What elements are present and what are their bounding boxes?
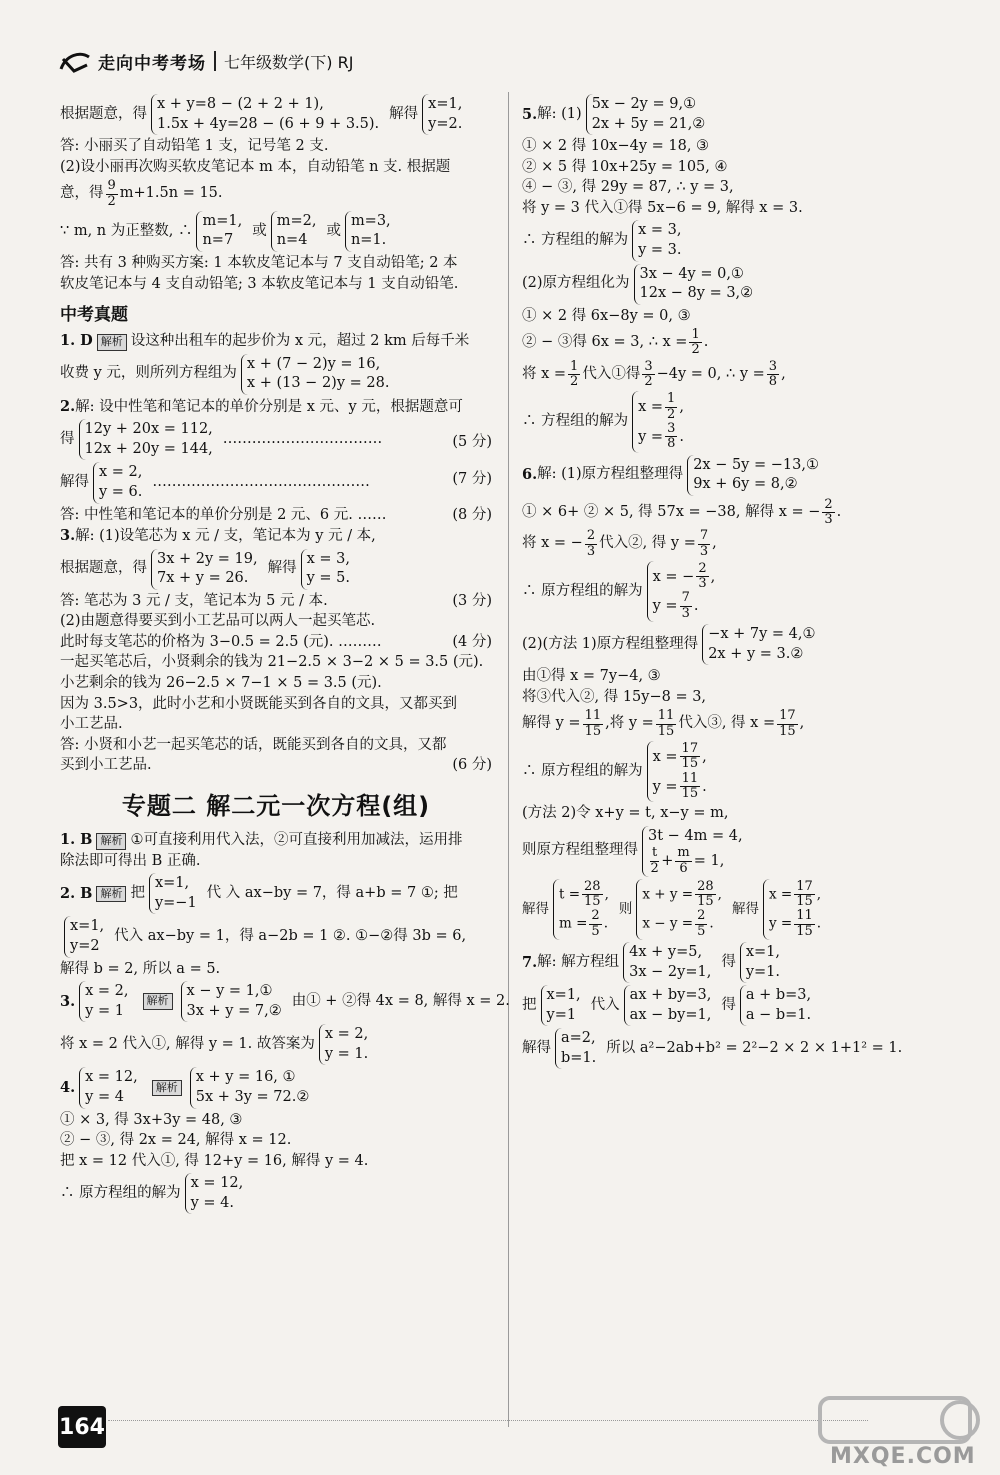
fraction: $\frac{17}{15}$ — [779, 708, 796, 739]
analysis-tag: 解析 — [97, 334, 127, 351]
solution-system: x=1, y=1. — [740, 942, 786, 983]
text-line: 答: 中性笔和笔记本的单价分别是 2 元、6 元. …… (8 分) — [60, 506, 492, 526]
equation-line: ∴ 原方程组的解为 x = $\frac{17}{15}$ , y = $\frac{11}{15}$ . — [522, 741, 962, 802]
solution-system: x = 3, y = 3. — [632, 220, 687, 261]
solution-system: x=1, y=2. — [422, 94, 468, 135]
text-line: ② − ③, 得 2x = 24, 解得 x = 12. — [60, 1132, 292, 1149]
solution-system: x = $\frac{1}{2}$ , y = $\frac{3}{8}$ . — [632, 391, 690, 452]
text: 或 — [252, 222, 267, 239]
question-line: 3.解: (1)设笔芯为 x 元 / 支，笔记本为 y 元 / 本, — [60, 527, 376, 545]
score: (3 分) — [452, 592, 492, 609]
text: 根据题意，得 — [60, 105, 147, 122]
text-line: 买到小工艺品. (6 分) — [60, 756, 492, 776]
equation-system: −x + 7y = 4,① 2x + y = 3.② — [702, 624, 821, 665]
equation-line: (2)原方程组化为 3x − 4y = 0,① 12x − 8y = 3,② — [522, 264, 962, 305]
equation-line: ① × 6+ ② × 5, 得 57x = −38, 解得 x = − $\frac{2}{3}$ . — [522, 496, 842, 527]
page-header — [58, 46, 353, 76]
score: (5 分) — [452, 434, 492, 451]
right-column — [522, 92, 962, 1071]
solution-system: x = 12, y = 4. — [185, 1173, 250, 1214]
fraction: $\frac{1}{2}$ — [570, 358, 579, 390]
fraction: $\frac{11}{15}$ — [584, 708, 602, 739]
solution-system: x = − $\frac{2}{3}$ , y = $\frac{7}{3}$ . — [647, 561, 722, 622]
solution-system: x = 3, y = 5. — [301, 549, 356, 590]
solution-system: m=2, n=4 — [271, 211, 323, 252]
text-line: 除法即可得出 B 正确. — [60, 852, 201, 869]
question-line: 1. D 解析 设这种出租车的起步价为 x 元，超过 2 km 后每千米 — [60, 332, 470, 350]
solution-system: x = 2, y = 6. — [93, 462, 148, 503]
equation-line: ∴ 方程组的解为 x = 3, y = 3. — [522, 220, 962, 261]
equation-line: (2)(方法 1)原方程组整理得 −x + 7y = 4,① 2x + y = 3.② — [522, 624, 962, 665]
question-line: 4. x = 12, y = 4 解析 x + y = 16, ① 5x + 3y = 72.② — [60, 1067, 492, 1108]
text-line: 解得 b = 2, 所以 a = 5. — [60, 960, 221, 977]
equation-line: 收费 y 元，则所列方程组为 x + (7 − 2)y = 16, x + (13 − 2)y = 28. — [60, 354, 492, 395]
column-divider — [508, 92, 509, 1427]
equation-system: 4x + y=5, 3x − 2y=1, — [623, 942, 717, 983]
equation-system: x + (7 − 2)y = 16, x + (13 − 2)y = 28. — [241, 354, 396, 395]
analysis-tag: 解析 — [96, 886, 126, 903]
equation-system: 3x + 2y = 19, 7x + y = 26. — [151, 549, 264, 590]
equation-line: 把 x=1, y=1 代入 ax + by=3, ax − by=1, 得 a + b=3, a − b=1. — [522, 985, 962, 1026]
equation-line: ∴ 原方程组的解为 x = − $\frac{2}{3}$ , y = $\frac{7}{3}$ . — [522, 561, 962, 622]
text-line: (方法 2)令 x+y = t, x−y = m, — [522, 805, 729, 822]
section-heading: 中考真题 — [60, 305, 128, 326]
text-line: 答: 小贤和小艺一起买笔芯的话，既能买到各自的文具，又都 — [60, 736, 447, 753]
logo-icon — [58, 47, 92, 75]
fraction: $\frac{11}{15}$ — [657, 708, 675, 739]
analysis-tag: 解析 — [152, 1080, 182, 1097]
analysis-tag: 解析 — [96, 833, 126, 850]
equation-system: x=1, y=2 — [64, 916, 110, 957]
text-line: 因为 3.5>3，此时小艺和小贤既能买到各自的文具，又都买到 — [60, 695, 458, 712]
text-line: 小工艺品. — [60, 716, 123, 733]
solution-system: m=1, n=7 — [196, 211, 248, 252]
text-line: ① × 2 得 6x−8y = 0, ③ — [522, 307, 691, 324]
equation-system: 5x − 2y = 9,① 2x + 5y = 21,② — [586, 94, 712, 135]
text-line: 答: 共有 3 种购买方案: 1 本软皮笔记本与 7 支自动铅笔; 2 本 — [60, 254, 458, 271]
equation-line: 根据题意，得 3x + 2y = 19, 7x + y = 26. 解得 x = 3, y = 5. — [60, 549, 492, 590]
book-subject: 七年级数学(下) RJ — [224, 52, 354, 72]
solution-system: t = $\frac{28}{15}$ , m = $\frac{2}{5}$ . — [553, 879, 615, 940]
equation-system: x=1, y=−1 — [149, 873, 203, 914]
equation-line: ② − ③得 6x = 3, ∴ x = $\frac{1}{2}$ . — [522, 327, 709, 358]
text-line: ① × 2 得 10x−4y = 18, ③ — [522, 138, 710, 155]
solution-system: x=1, y=1 — [541, 985, 587, 1026]
solution-system: a=2, b=1. — [555, 1028, 602, 1069]
equation-system: a + b=3, a − b=1. — [740, 985, 817, 1026]
fraction: $\frac{2}{3}$ — [824, 496, 833, 527]
left-column — [60, 92, 510, 1216]
equation-line: 解得 a=2, b=1. 所以 a²−2ab+b² = 2²−2 × 2 × 1+1² = 1. — [522, 1028, 962, 1069]
equation-system: 3t − 4m = 4, $\frac{t}{2}$ + $\frac{m}{6}$ = 1, — [642, 826, 749, 877]
text-line: 由①得 x = 7y−4, ③ — [522, 668, 661, 685]
equation-line: 将 x = 2 代入①, 解得 y = 1. 故答案为 x = 2, y = 1. — [60, 1024, 492, 1065]
fraction: $\frac{2}{3}$ — [586, 528, 596, 559]
text-line: 小艺剩余的钱为 26−2.5 × 7−1 × 5 = 3.5 (元). — [60, 675, 382, 692]
text: 意，得 — [60, 185, 104, 202]
topic-title: 专题二 解二元一次方程(组) — [121, 791, 431, 820]
text-line: 将 y = 3 代入①得 5x−6 = 9, 解得 x = 3. — [522, 199, 803, 216]
equation-line: 则原方程组整理得 3t − 4m = 4, $\frac{t}{2}$ + $\frac{m}{6}$ = 1, — [522, 826, 962, 877]
question-line: 7. 解: 解方程组 4x + y=5, 3x − 2y=1, 得 x=1, y=1. — [522, 942, 962, 983]
equation-line: 解得 x = 2, y = 6. ……………………………………… (7 分) — [60, 462, 492, 503]
equation-line — [60, 211, 492, 252]
brand-name: 走向中考考场 — [98, 53, 206, 74]
fraction: $\frac{9}{2}$ — [107, 178, 116, 209]
solution-system: x = 12, y = 4 — [79, 1067, 144, 1108]
fraction: $\frac{3}{2}$ — [644, 358, 653, 390]
score: (4 分) — [452, 633, 492, 650]
equation-system: 3x − 4y = 0,① 12x − 8y = 3,② — [634, 264, 760, 305]
text: 或 — [326, 222, 341, 239]
header-divider — [214, 51, 216, 71]
fraction: $\frac{7}{3}$ — [699, 528, 709, 559]
text: ∵ m, n 为正整数, ∴ — [60, 222, 193, 239]
text-line: ① × 3, 得 3x+3y = 48, ③ — [60, 1111, 243, 1128]
equation-system: x + y = $\frac{28}{15}$ , x − y = $\frac{2}{5}$ . — [636, 879, 728, 940]
question-line: 2. B 解析 把 x=1, y=−1 代 入 ax−by = 7，得 a+b = 7 ①; 把 — [60, 873, 492, 914]
equation-line: ∴ 方程组的解为 x = $\frac{1}{2}$ , y = $\frac{3}{8}$ . — [522, 391, 962, 452]
score: (7 分) — [452, 471, 492, 488]
equation-line: 解得 t = $\frac{28}{15}$ , m = $\frac{2}{5}$ . 则 x + y = $\frac{28}{15}$ , x − y = $\frac{2}{5}$ . 解得 x = $\frac{17}{15}$ , y = $\frac{11}{15}$ . — [522, 879, 962, 940]
equation-system: 12y + 20x = 112, 12x + 20y = 144, — [79, 419, 219, 460]
question-line: 6. 解: (1)原方程组整理得 2x − 5y = −13,① 9x + 6y = 8,② — [522, 455, 962, 496]
analysis-tag: 解析 — [143, 993, 173, 1010]
footer-rule — [108, 1420, 868, 1421]
text-line: 答: 小丽买了自动铅笔 1 支，记号笔 2 支. — [60, 138, 329, 155]
page-number: 164 — [58, 1406, 106, 1448]
question-line: 5. 解: (1) 5x − 2y = 9,① 2x + 5y = 21,② — [522, 94, 962, 135]
fraction: $\frac{1}{2}$ — [691, 327, 700, 358]
equation-system: 2x − 5y = −13,① 9x + 6y = 8,② — [687, 455, 825, 496]
text-line: (2)由题意得要买到小工艺品可以两人一起买笔芯. — [60, 613, 376, 630]
equation-line: 得 12y + 20x = 112, 12x + 20y = 144, …………………………… (5 分) — [60, 419, 492, 460]
question-line: 2.解: 设中性笔和笔记本的单价分别是 x 元、y 元，根据题意可 — [60, 397, 463, 415]
equation-line: ∴ 原方程组的解为 x = 12, y = 4. — [60, 1173, 492, 1214]
text-line: 软皮笔记本与 4 支自动铅笔; 3 本软皮笔记本与 1 支自动铅笔. — [60, 275, 459, 292]
text-line: 把 x = 12 代入①, 得 12+y = 16, 解得 y = 4. — [60, 1152, 369, 1169]
text-line: 答: 笔芯为 3 元 / 支，笔记本为 5 元 / 本. (3 分) — [60, 592, 492, 612]
fraction: $\frac{3}{8}$ — [768, 358, 778, 390]
text-line: ④ − ③, 得 29y = 87, ∴ y = 3, — [522, 179, 734, 196]
equation-line: x=1, y=2 代入 ax−by = 1，得 a−2b = 1 ②. ①−②得 3b = 6, — [60, 916, 492, 957]
solution-system: x = 2, y = 1. — [319, 1024, 374, 1065]
equation-system: x − y = 1,① 3x + y = 7,② — [181, 981, 288, 1022]
solution-system: m=3, n=1. — [345, 211, 397, 252]
text-line: 将③代入②, 得 15y−8 = 3, — [522, 688, 707, 705]
text: 解得 — [389, 105, 419, 122]
equation-line: 将 x = − $\frac{2}{3}$ 代入②, 得 y = $\frac{7}{3}$ , — [522, 528, 717, 559]
equation-line: 解得 y = $\frac{11}{15}$ , 将 y = $\frac{11}{15}$ 代入③, 得 x = $\frac{17}{15}$ , — [522, 708, 805, 739]
equation-system: x + y=8 − (2 + 2 + 1), 1.5x + 4y=28 − (6 + 9 + 3.5). — [151, 94, 385, 135]
score: (6 分) — [452, 757, 492, 774]
equation-system: x + y = 16, ① 5x + 3y = 72.② — [190, 1067, 316, 1108]
text: m+1.5n = 15. — [119, 185, 223, 202]
answer-line — [60, 94, 492, 135]
equation-system: ax + by=3, ax − by=1, — [624, 985, 718, 1026]
text-line: ② × 5 得 10x+25y = 105, ④ — [522, 158, 728, 175]
text-line: 此时每支笔芯的价格为 3−0.5 = 2.5 (元). ……… (4 分) — [60, 633, 492, 653]
text-line: (2)设小丽再次购买软皮笔记本 m 本，自动铅笔 n 支. 根据题 — [60, 158, 451, 175]
equation-line: 将 x = $\frac{1}{2}$ 代入①得 $\frac{3}{2}$ −4y = 0, ∴ y = $\frac{3}{8}$ , — [522, 358, 786, 390]
question-line: 3. x = 2, y = 1 解析 x − y = 1,① 3x + y = 7,② 由① + ②得 4x = 8, 解得 x = 2. — [60, 981, 492, 1022]
watermark-text: MXQE.COM — [830, 1444, 976, 1469]
question-line: 1. B 解析 ①可直接利用代入法，②可直接利用加减法，运用排 — [60, 831, 463, 849]
solution-system: x = 2, y = 1 — [79, 981, 134, 1022]
equation-line — [60, 179, 492, 209]
text-line: 一起买笔芯后，小贤剩余的钱为 21−2.5 × 3−2 × 5 = 3.5 (元). — [60, 654, 484, 671]
score: (8 分) — [452, 506, 492, 523]
solution-system: x = $\frac{17}{15}$ , y = $\frac{11}{15}$ . — [647, 741, 713, 802]
solution-system: x = $\frac{17}{15}$ , y = $\frac{11}{15}$ . — [763, 879, 827, 940]
